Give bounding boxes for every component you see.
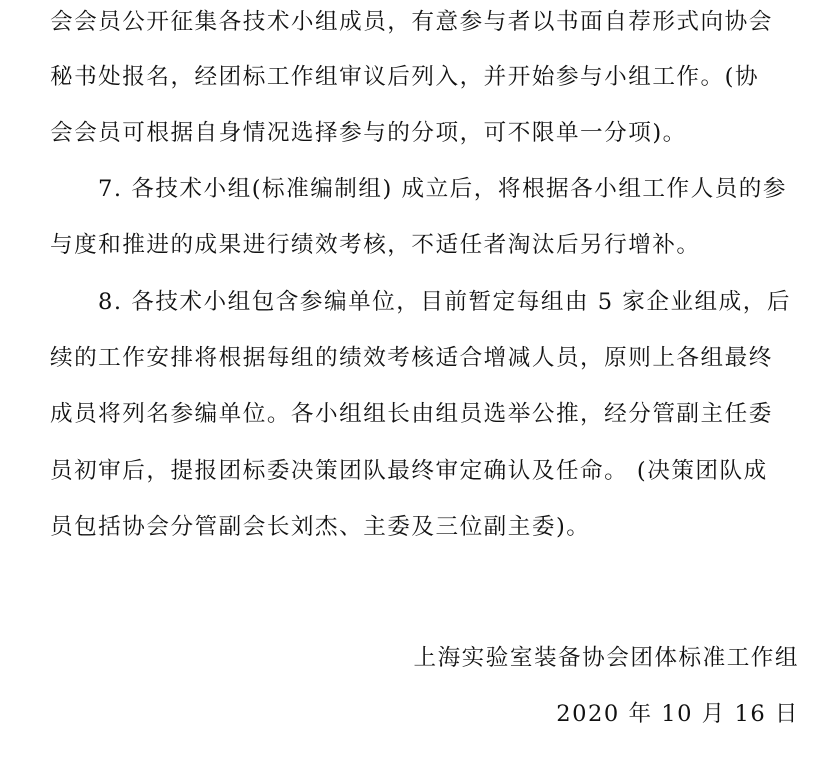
paragraph-line: 8. 各技术小组包含参编单位，目前暂定每组由 5 家企业组成，后: [98, 289, 791, 315]
signature-organization: 上海实验室装备协会团体标准工作组: [413, 645, 799, 671]
paragraph-line: 7. 各技术小组(标准编制组) 成立后，将根据各小组工作人员的参: [98, 176, 787, 202]
paragraph-line: 会会员公开征集各技术小组成员，有意参与者以书面自荐形式向协会: [50, 9, 773, 35]
paragraph-line: 会会员可根据自身情况选择参与的分项，可不限单一分项)。: [50, 120, 687, 146]
signature-date: 2020 年 10 月 16 日: [556, 701, 799, 727]
paragraph-line: 员初审后，提报团标委决策团队最终审定确认及任命。 (决策团队成: [50, 458, 768, 484]
paragraph-line: 成员将列名参编单位。各小组组长由组员选举公推，经分管副主任委: [50, 401, 773, 427]
paragraph-line: 员包括协会分管副会长刘杰、主委及三位副主委)。: [50, 514, 591, 540]
paragraph-line: 秘书处报名，经团标工作组审议后列入，并开始参与小组工作。(协: [50, 64, 760, 90]
paragraph-line: 与度和推进的成果进行绩效考核，不适任者淘汰后另行增补。: [50, 232, 701, 258]
paragraph-line: 续的工作安排将根据每组的绩效考核适合增减人员，原则上各组最终: [50, 345, 773, 371]
